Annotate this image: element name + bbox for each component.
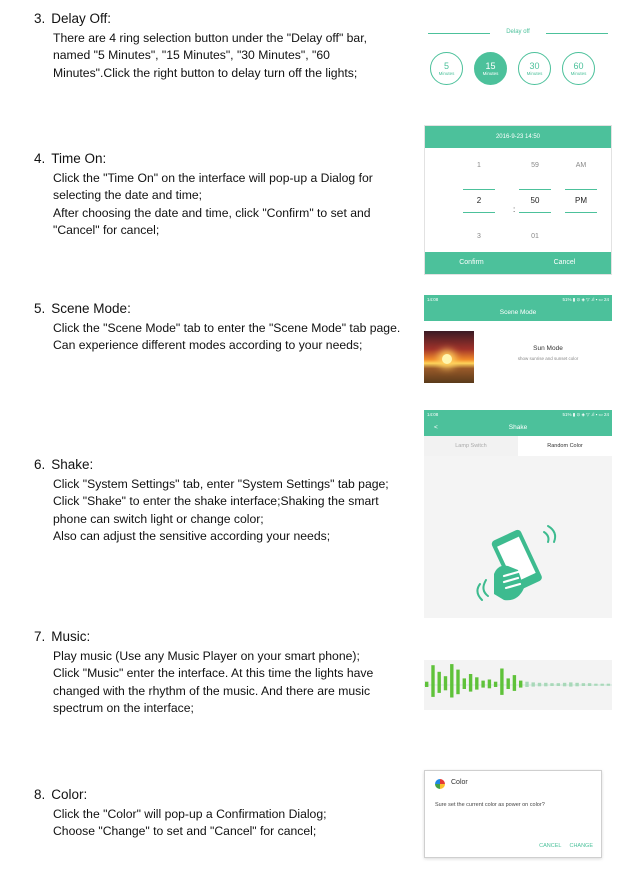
- app-bar-title: Shake: [508, 424, 528, 431]
- section-text: Click the "Scene Mode" tab to enter the "Scene Mode" tab page. Can experience different modes according to your needs;: [53, 320, 401, 352]
- shake-phone-icon: [474, 518, 564, 608]
- divider: [546, 33, 608, 34]
- ring-unit: Minutes: [570, 70, 587, 76]
- card-subtitle: show sunrise and sunset color: [517, 356, 579, 361]
- music-spectrum-screenshot: [424, 660, 612, 710]
- spectrum-bar: [463, 678, 466, 689]
- spectrum-bar: [557, 683, 560, 686]
- section-text: Click "System Settings" tab, enter "System Settings" tab page;: [53, 476, 389, 491]
- spectrum-bar: [563, 683, 566, 687]
- spectrum-bar: [513, 675, 516, 691]
- section-number: 3.: [34, 11, 46, 26]
- back-icon[interactable]: <: [434, 424, 438, 431]
- hour-selected[interactable]: 2: [463, 189, 495, 213]
- ring-group: [430, 52, 612, 92]
- hour-option[interactable]: 1: [477, 162, 481, 169]
- ring-value: 5: [443, 60, 449, 71]
- ampm-column[interactable]: [565, 148, 597, 254]
- time-picker: [425, 148, 611, 254]
- app-bar-title: Scene Mode: [424, 304, 612, 321]
- ring-5-minutes-button[interactable]: [430, 52, 463, 85]
- section-time-on: [34, 150, 404, 240]
- status-icons: 51% ▮ ⊙ ◈ ▽ .ıl ▪ ▭ 24: [562, 412, 609, 417]
- spectrum-bar: [481, 681, 484, 688]
- section-text: After choosing the date and time, click "Confirm" to set and "Cancel" for cancel;: [53, 205, 371, 237]
- section-title: Time On:: [51, 151, 107, 166]
- ampm-option[interactable]: AM: [575, 162, 587, 169]
- section-number: 6.: [34, 457, 46, 472]
- section-text: Choose "Change" to set and "Cancel" for cancel;: [53, 824, 317, 838]
- ring-15-minutes-button[interactable]: [474, 52, 507, 85]
- spectrum-bar: [456, 670, 459, 695]
- dialog-date-header: 2016-9-23 14:50: [425, 126, 611, 148]
- spectrum-bar: [500, 669, 503, 695]
- dialog-cancel-button[interactable]: CANCEL: [539, 843, 562, 849]
- spectrum-bar: [575, 683, 578, 687]
- spectrum-bar: [425, 682, 428, 687]
- spectrum-bar: [607, 684, 610, 686]
- section-text: Click the "Time On" on the interface will pop-up a Dialog for selecting the date and time;: [53, 170, 373, 202]
- spectrum-bar: [438, 672, 441, 693]
- ring-value: 15: [485, 60, 496, 71]
- ring-value: 60: [573, 60, 584, 71]
- status-time: 14:08: [427, 297, 439, 302]
- section-number: 5.: [34, 301, 46, 316]
- spectrum-bar: [444, 676, 447, 690]
- section-delay-off: [34, 10, 404, 82]
- ampm-option[interactable]: [565, 219, 597, 254]
- delay-off-header: Delay off: [506, 29, 530, 35]
- section-scene-mode: [34, 300, 404, 355]
- sun-icon: [442, 354, 452, 364]
- spectrum-bar: [601, 684, 604, 686]
- time-on-dialog-screenshot: [424, 125, 612, 275]
- section-text: Also can adjust the sensitive according your needs;: [53, 529, 331, 543]
- status-bar: [424, 295, 612, 304]
- spectrum-bar: [431, 665, 434, 697]
- sun-mode-card[interactable]: [424, 331, 612, 383]
- spectrum-bar: [538, 683, 541, 687]
- spectrum-bar: [588, 683, 591, 686]
- dialog-title: Color: [451, 779, 468, 786]
- ring-30-minutes-button[interactable]: [518, 52, 551, 85]
- section-number: 4.: [34, 151, 46, 166]
- section-shake: [34, 456, 404, 546]
- hour-column[interactable]: [463, 148, 495, 254]
- minute-column[interactable]: [519, 148, 551, 254]
- spectrum-bar: [525, 682, 528, 687]
- spectrum-bar: [475, 677, 478, 689]
- spectrum-bar: [569, 682, 572, 686]
- minute-option[interactable]: 01: [531, 233, 539, 240]
- ring-unit: Minutes: [482, 70, 499, 76]
- sunset-image: [424, 331, 474, 383]
- section-title: Delay Off:: [51, 11, 112, 26]
- scene-mode-screenshot: [424, 295, 612, 387]
- section-title: Shake:: [51, 457, 94, 472]
- status-icons: 51% ▮ ⊙ ◈ ▽ .ıl ▪ ▭ 24: [562, 297, 609, 302]
- spectrum-bar: [507, 678, 510, 689]
- section-text: Click "Shake" to enter the shake interface;Shaking the smart phone can switch light or change color;: [53, 494, 379, 526]
- spectrum-bar: [469, 674, 472, 692]
- spectrum-bar: [494, 682, 497, 687]
- section-title: Music:: [51, 629, 91, 644]
- section-number: 8.: [34, 787, 46, 802]
- spectrum-bar: [532, 682, 535, 686]
- minute-option[interactable]: 59: [531, 162, 539, 169]
- status-bar: [424, 410, 612, 419]
- ampm-selected[interactable]: PM: [565, 189, 597, 213]
- music-spectrum: [424, 660, 612, 710]
- hour-option[interactable]: 3: [477, 233, 481, 240]
- section-music: [34, 628, 404, 718]
- ring-unit: Minutes: [526, 70, 543, 76]
- spectrum-bar: [544, 683, 547, 687]
- section-number: 7.: [34, 629, 46, 644]
- card-title: Sun Mode: [533, 345, 563, 352]
- spectrum-bar: [450, 664, 453, 697]
- section-text: Play music (Use any Music Player on your smart phone);: [53, 648, 360, 663]
- color-wheel-icon: [435, 779, 445, 789]
- spectrum-bar: [582, 683, 585, 686]
- ring-unit: Minutes: [438, 70, 455, 76]
- section-text: Click the "Color" will pop-up a Confirmation Dialog;: [53, 806, 327, 821]
- time-colon: :: [513, 205, 516, 214]
- shake-tabs: [424, 436, 612, 456]
- spectrum-bar: [594, 684, 597, 686]
- spectrum-bar: [519, 681, 522, 688]
- dialog-change-button[interactable]: CHANGE: [569, 843, 593, 849]
- spectrum-bar: [488, 680, 491, 689]
- dialog-message: Sure set the current color as power on color?: [435, 802, 545, 808]
- section-text: Click "Music" enter the interface. At this time the lights have changed with the rhythm of the music. And there are music spectrum on the interface;: [53, 666, 374, 715]
- tab-lamp-switch[interactable]: Lamp Switch: [424, 436, 518, 456]
- spectrum-bar: [550, 683, 553, 686]
- ring-60-minutes-button[interactable]: [562, 52, 595, 85]
- delay-off-screenshot: [424, 22, 612, 102]
- section-title: Color:: [51, 787, 88, 802]
- section-title: Scene Mode:: [51, 301, 131, 316]
- ring-value: 30: [529, 60, 540, 71]
- section-text: There are 4 ring selection button under the "Delay off" bar, named "5 Minutes", "15 Minutes", "30 Minutes", "60 Minutes".Click the right button to delay turn off the lights;: [53, 30, 367, 80]
- confirm-button[interactable]: Confirm: [459, 259, 484, 266]
- tab-random-color[interactable]: Random Color: [518, 436, 612, 456]
- color-dialog-screenshot: [424, 770, 602, 858]
- minute-selected[interactable]: 50: [519, 189, 551, 213]
- section-color: [34, 786, 404, 841]
- status-time: 14:08: [427, 412, 439, 417]
- shake-screenshot: [424, 410, 612, 618]
- cancel-button[interactable]: Cancel: [553, 259, 576, 266]
